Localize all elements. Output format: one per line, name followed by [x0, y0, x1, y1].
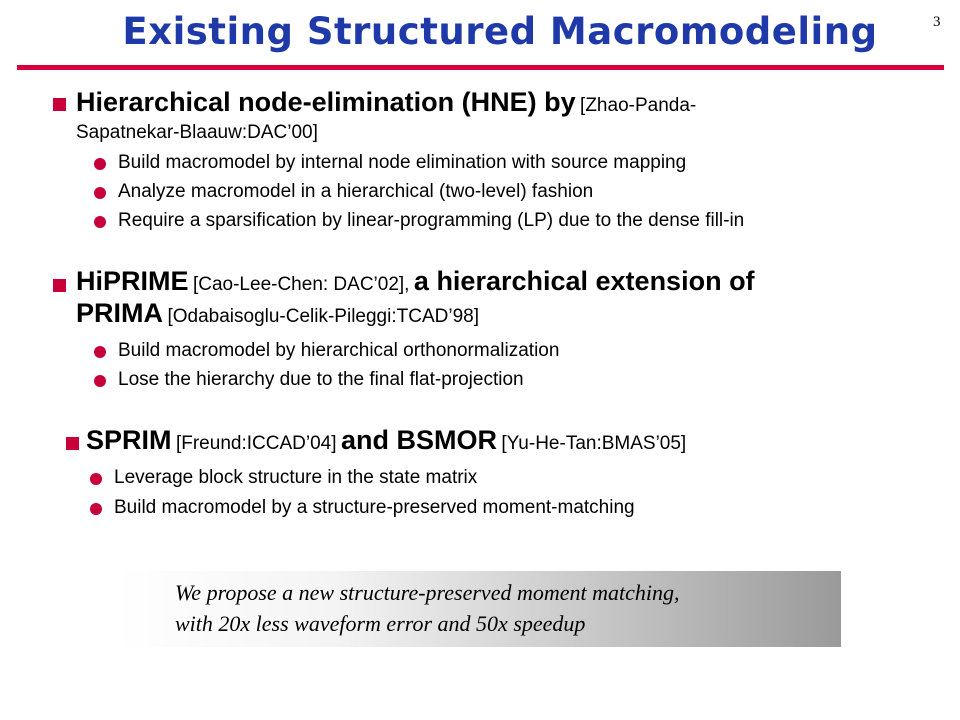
heading-reference-cont: Sapatnekar-Blaauw:DAC’00] — [76, 122, 318, 143]
section-heading — [76, 266, 755, 297]
section-heading — [86, 425, 686, 456]
dot-bullet-icon — [94, 375, 106, 387]
list-item: Build macromodel by hierarchical orthonormalization — [118, 340, 560, 361]
slide-title: Existing Structured Macromodeling — [122, 10, 878, 53]
heading-bold-text: a hierarchical extension of — [413, 266, 755, 296]
dot-bullet-icon — [94, 158, 106, 170]
conclusion-banner — [117, 571, 841, 647]
dot-bullet-icon — [90, 473, 102, 485]
square-bullet-icon — [53, 98, 66, 111]
heading-reference: [Zhao-Panda- — [580, 95, 697, 116]
section-heading — [76, 87, 696, 118]
square-bullet-icon — [53, 279, 66, 292]
title-underline — [17, 65, 944, 70]
list-item: Build macromodel by a structure-preserved moment-matching — [114, 497, 635, 518]
heading-reference: [Freund:ICCAD’04] — [175, 433, 337, 454]
heading-bold-text: and BSMOR — [340, 425, 497, 455]
dot-bullet-icon — [94, 346, 106, 358]
heading-bold-text: HiPRIME — [76, 266, 189, 296]
list-item: Lose the hierarchy due to the final flat-projection — [118, 369, 524, 390]
list-item: Build macromodel by internal node elimination with source mapping — [118, 152, 687, 173]
dot-bullet-icon — [94, 216, 106, 228]
heading-bold-text: SPRIM — [86, 425, 172, 455]
heading-bold-text: PRIMA — [76, 298, 163, 328]
banner-line: We propose a new structure-preserved moment matching, — [175, 580, 680, 605]
heading-bold-text: Hierarchical node-elimination (HNE) by — [76, 87, 576, 117]
heading-reference: [Yu-He-Tan:BMAS’05] — [501, 433, 687, 454]
square-bullet-icon — [66, 437, 79, 450]
section-heading-cont — [76, 298, 479, 329]
list-item: Analyze macromodel in a hierarchical (two-level) fashion — [118, 181, 594, 202]
banner-line: with 20x less waveform error and 50x speedup — [175, 611, 586, 636]
page-number: 3 — [933, 14, 941, 30]
heading-reference: [Odabaisoglu-Celik-Pileggi:TCAD’98] — [167, 306, 479, 327]
dot-bullet-icon — [94, 187, 106, 199]
list-item: Leverage block structure in the state matrix — [114, 467, 478, 488]
heading-reference: [Cao-Lee-Chen: DAC’02], — [192, 274, 410, 295]
dot-bullet-icon — [90, 503, 102, 515]
list-item: Require a sparsification by linear-programming (LP) due to the dense fill-in — [118, 210, 745, 231]
